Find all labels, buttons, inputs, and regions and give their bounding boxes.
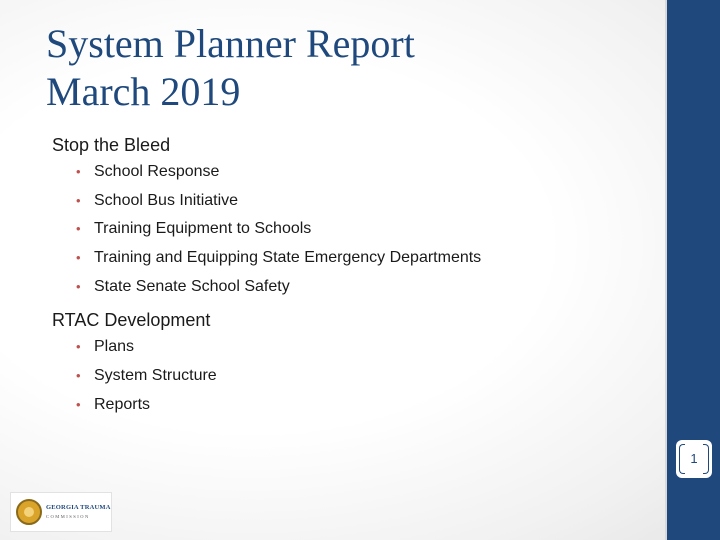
bullet-icon: •: [76, 368, 81, 384]
slide-title: [46, 20, 646, 116]
bullet-icon: •: [76, 396, 81, 412]
logo-text-line-2: COMMISSION: [46, 514, 90, 519]
bullet-icon: •: [76, 278, 81, 294]
section-heading: Stop the Bleed: [52, 135, 171, 155]
title-line-2: March 2019: [46, 69, 241, 114]
bullet-icon: •: [76, 164, 81, 179]
bullet-icon: •: [76, 250, 81, 266]
list-item-text: School Response: [94, 163, 220, 180]
list-item-text: Plans: [94, 338, 135, 356]
bullet-icon: •: [76, 221, 81, 237]
section-rtac-development: [52, 307, 652, 419]
list-item-text: Reports: [94, 395, 151, 413]
list-item-text: School Bus Initiative: [94, 191, 239, 209]
bullet-icon: •: [76, 339, 81, 355]
bullet-icon: •: [76, 192, 81, 208]
list-item: [52, 391, 652, 420]
list-item: [52, 244, 652, 273]
list-item: [52, 215, 652, 244]
list-item-text: Training and Equipping State Emergency Departments: [94, 249, 482, 267]
bullet-list: [52, 333, 652, 419]
slide-content: [52, 132, 652, 426]
page-number-badge: [676, 440, 712, 478]
page-number: 1: [690, 451, 698, 466]
georgia-trauma-commission-logo: [10, 492, 112, 532]
list-item: [52, 273, 652, 302]
section-stop-the-bleed: [52, 132, 652, 301]
list-item-text: System Structure: [94, 367, 217, 385]
list-item: [52, 187, 652, 216]
title-line-1: System Planner Report: [46, 21, 415, 66]
seal-icon: [16, 499, 42, 525]
list-item-text: Training Equipment to Schools: [94, 220, 312, 238]
list-item-text: State Senate School Safety: [94, 277, 290, 295]
bullet-list: [52, 158, 652, 301]
section-heading: RTAC Development: [52, 310, 211, 331]
logo-text-line-1: GEORGIA TRAUMA: [46, 504, 111, 511]
list-item: [52, 158, 652, 187]
list-item: [52, 333, 652, 362]
list-item: [52, 362, 652, 391]
